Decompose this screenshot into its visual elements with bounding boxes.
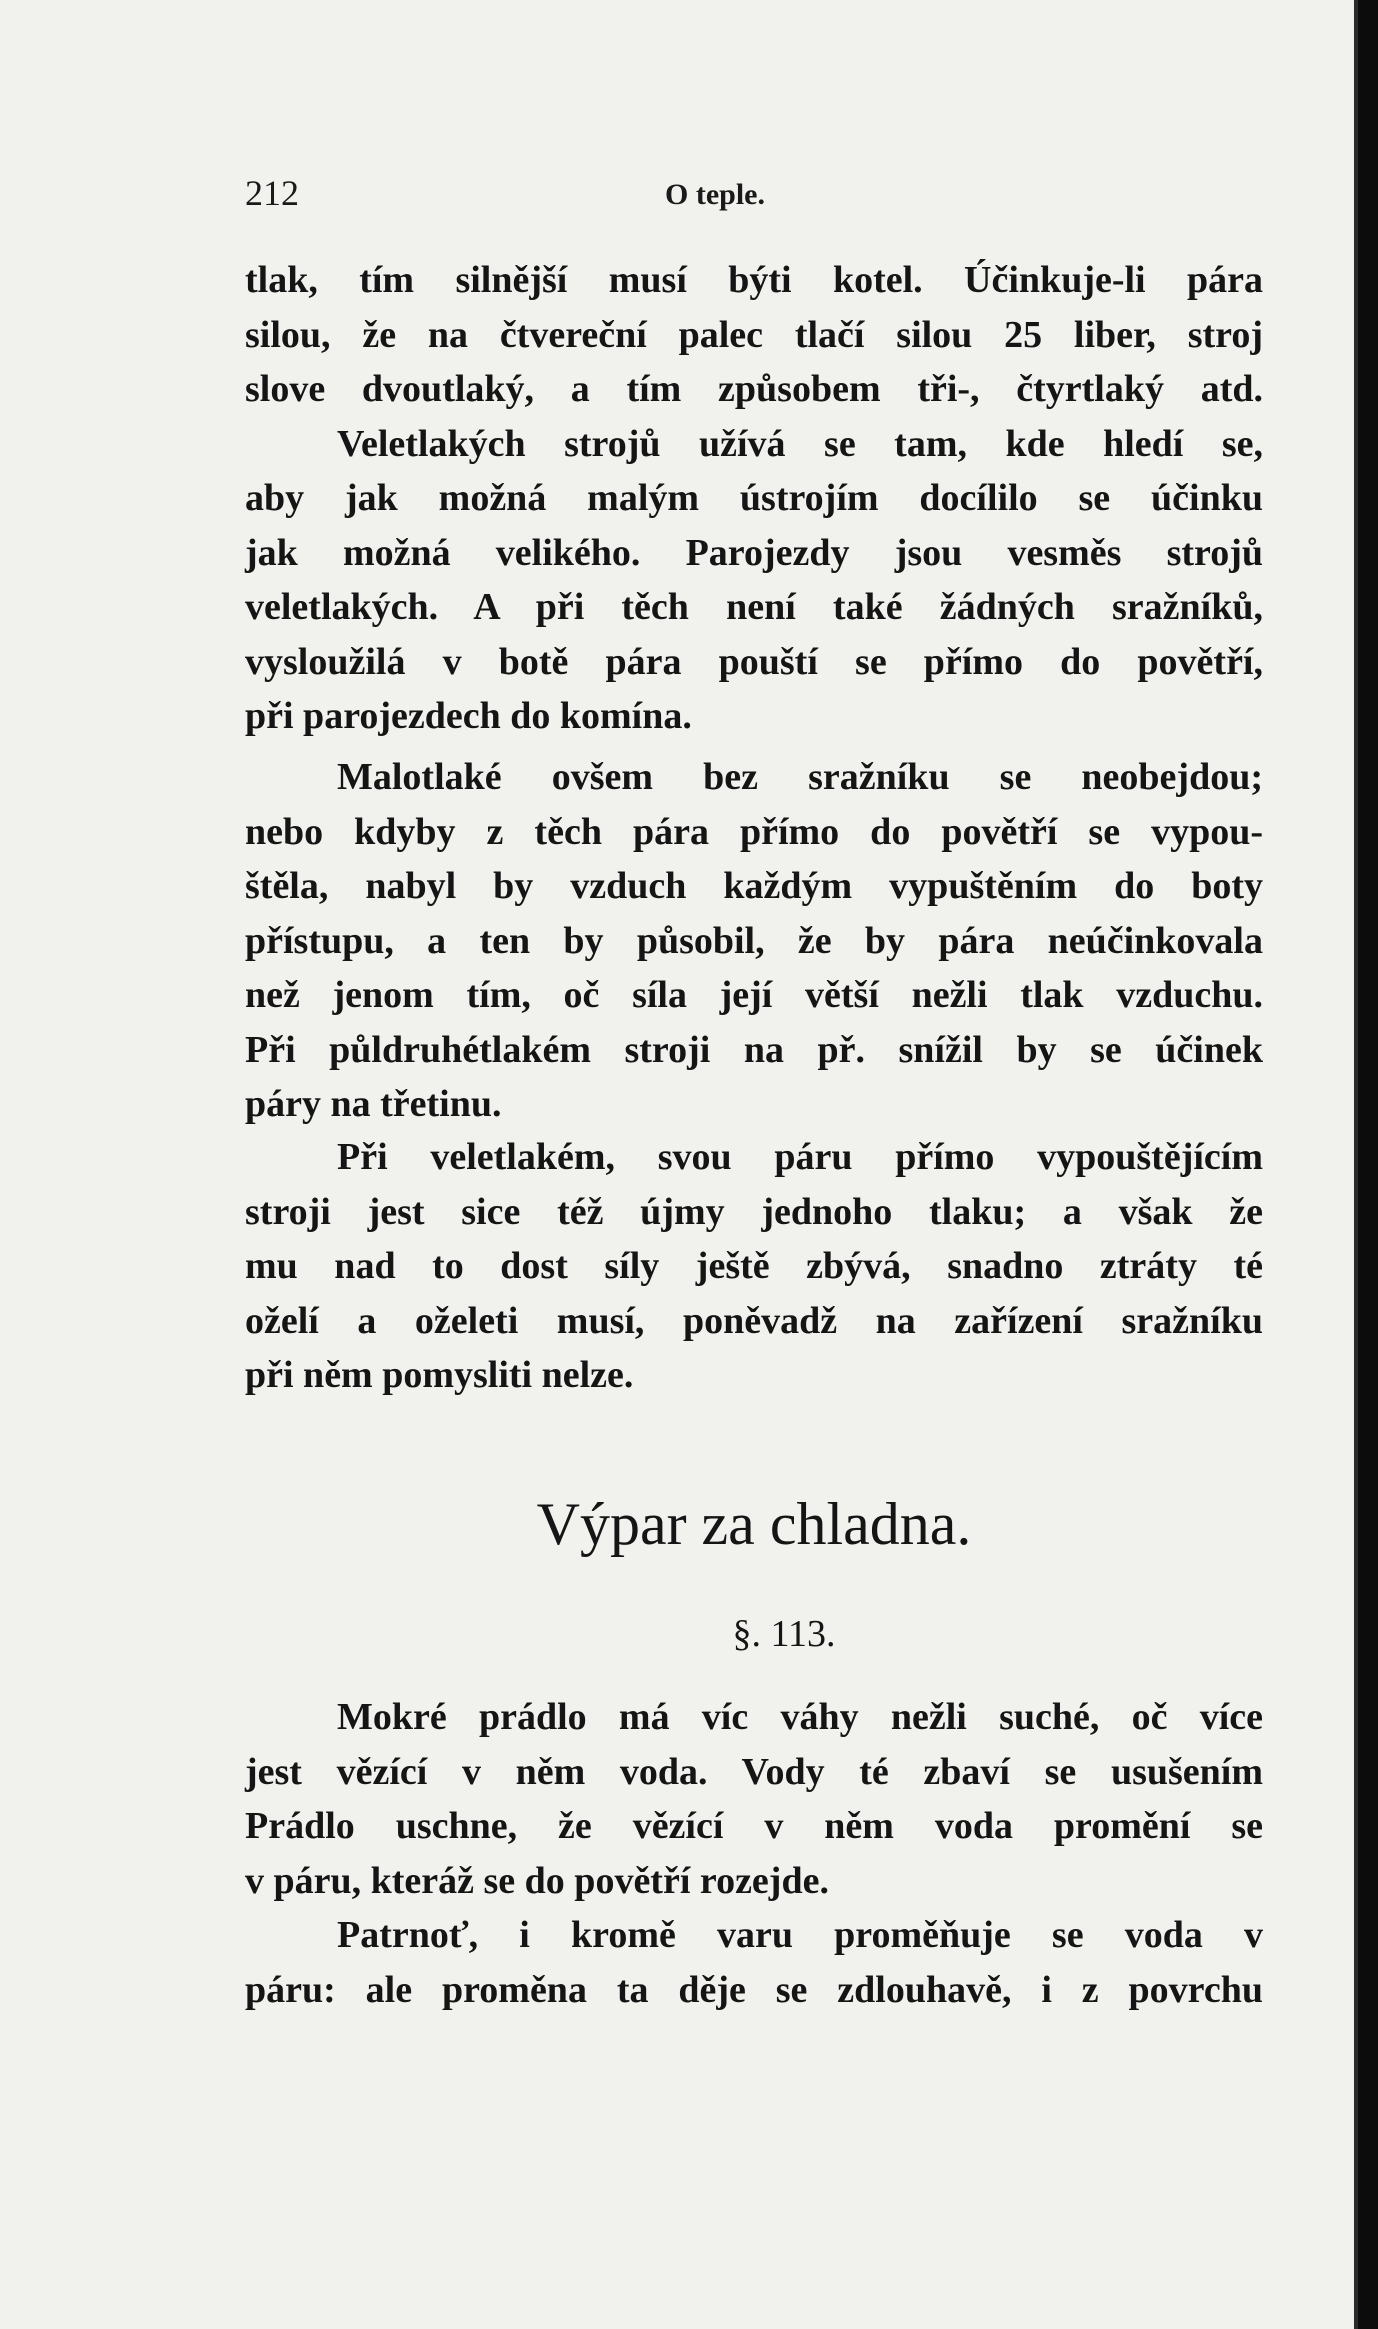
text-line: Mokré prádlo má víc váhy nežli suché, oč více [337, 1696, 1263, 1738]
paragraph-3 [245, 1130, 1263, 1403]
text-line: Při veletlakém, svou páru přímo vypouštějícím [337, 1136, 1263, 1178]
text-line: páru: ale proměna ta děje se zdlouhavě, i z povrchu [245, 1968, 1263, 2011]
text-line: aby jak možná malým ústrojím docílilo se účinku [245, 477, 1263, 519]
text-line: tlak, tím silnější musí býti kotel. Účinkuje-li pára [245, 259, 1263, 301]
text-line: Patrnoť, i kromě varu proměňuje se voda v [337, 1914, 1263, 1956]
text-line: oželí a oželeti musí, poněvadž na zařízení sražníku [245, 1299, 1263, 1342]
section-title: Výpar za chladna. [536, 1491, 972, 1557]
text-line: stroji jest sice též újmy jednoho tlaku; a však že [245, 1190, 1263, 1233]
text-line: než jenom tím, oč síla její větší nežli tlak vzduchu. [245, 974, 1263, 1016]
text-line: v páru, kteráž se do povětří rozejde. [245, 1859, 829, 1902]
text-line: štěla, nabyl by vzduch každým vypuštěním do boty [245, 865, 1263, 907]
scan-edge [1358, 0, 1378, 2329]
page-number: 212 [245, 173, 299, 213]
text-line: mu nad to dost síly ještě zbývá, snadno ztráty té [245, 1245, 1263, 1287]
text-line: veletlakých. A při těch není také žádných sražníků, [245, 586, 1263, 628]
text-line: při něm pomysliti nelze. [245, 1354, 634, 1396]
text-line: Malotlaké ovšem bez sražníku se neobejdou; [337, 756, 1263, 798]
text-line: Veletlakých strojů užívá se tam, kde hledí se, [337, 422, 1263, 465]
text-line: silou, že na čtvereční palec tlačí silou 25 liber, stroj [245, 313, 1263, 356]
text-line: Při půldruhétlakém stroji na př. snížil by se účinek [245, 1028, 1263, 1071]
text-line: vysloužilá v botě pára pouští se přímo do povětří, [245, 640, 1263, 683]
text-line: jak možná velikého. Parojezdy jsou vesměs strojů [245, 531, 1263, 574]
text-line: slove dvoutlaký, a tím způsobem tři-, čtyrtlaký atd. [245, 368, 1263, 410]
paragraph-1 [245, 253, 1263, 744]
text-line: Prádlo uschne, že vězící v něm voda promění se [245, 1805, 1263, 1847]
running-head: O teple. [665, 178, 765, 211]
text-line: přístupu, a ten by působil, že by pára neúčinkovala [245, 919, 1263, 962]
paragraph-2 [245, 750, 1263, 1132]
text-line: nebo kdyby z těch pára přímo do povětří se vypou- [245, 810, 1263, 853]
paragraph-4 [245, 1690, 1263, 2017]
text-line: páry na třetinu. [245, 1083, 502, 1125]
section-number: §. 113. [732, 1613, 836, 1655]
text-line: jest vězící v něm voda. Vody té zbaví se usušením [245, 1750, 1263, 1793]
text-line: při parojezdech do komína. [245, 695, 692, 737]
page-header [245, 172, 1263, 222]
